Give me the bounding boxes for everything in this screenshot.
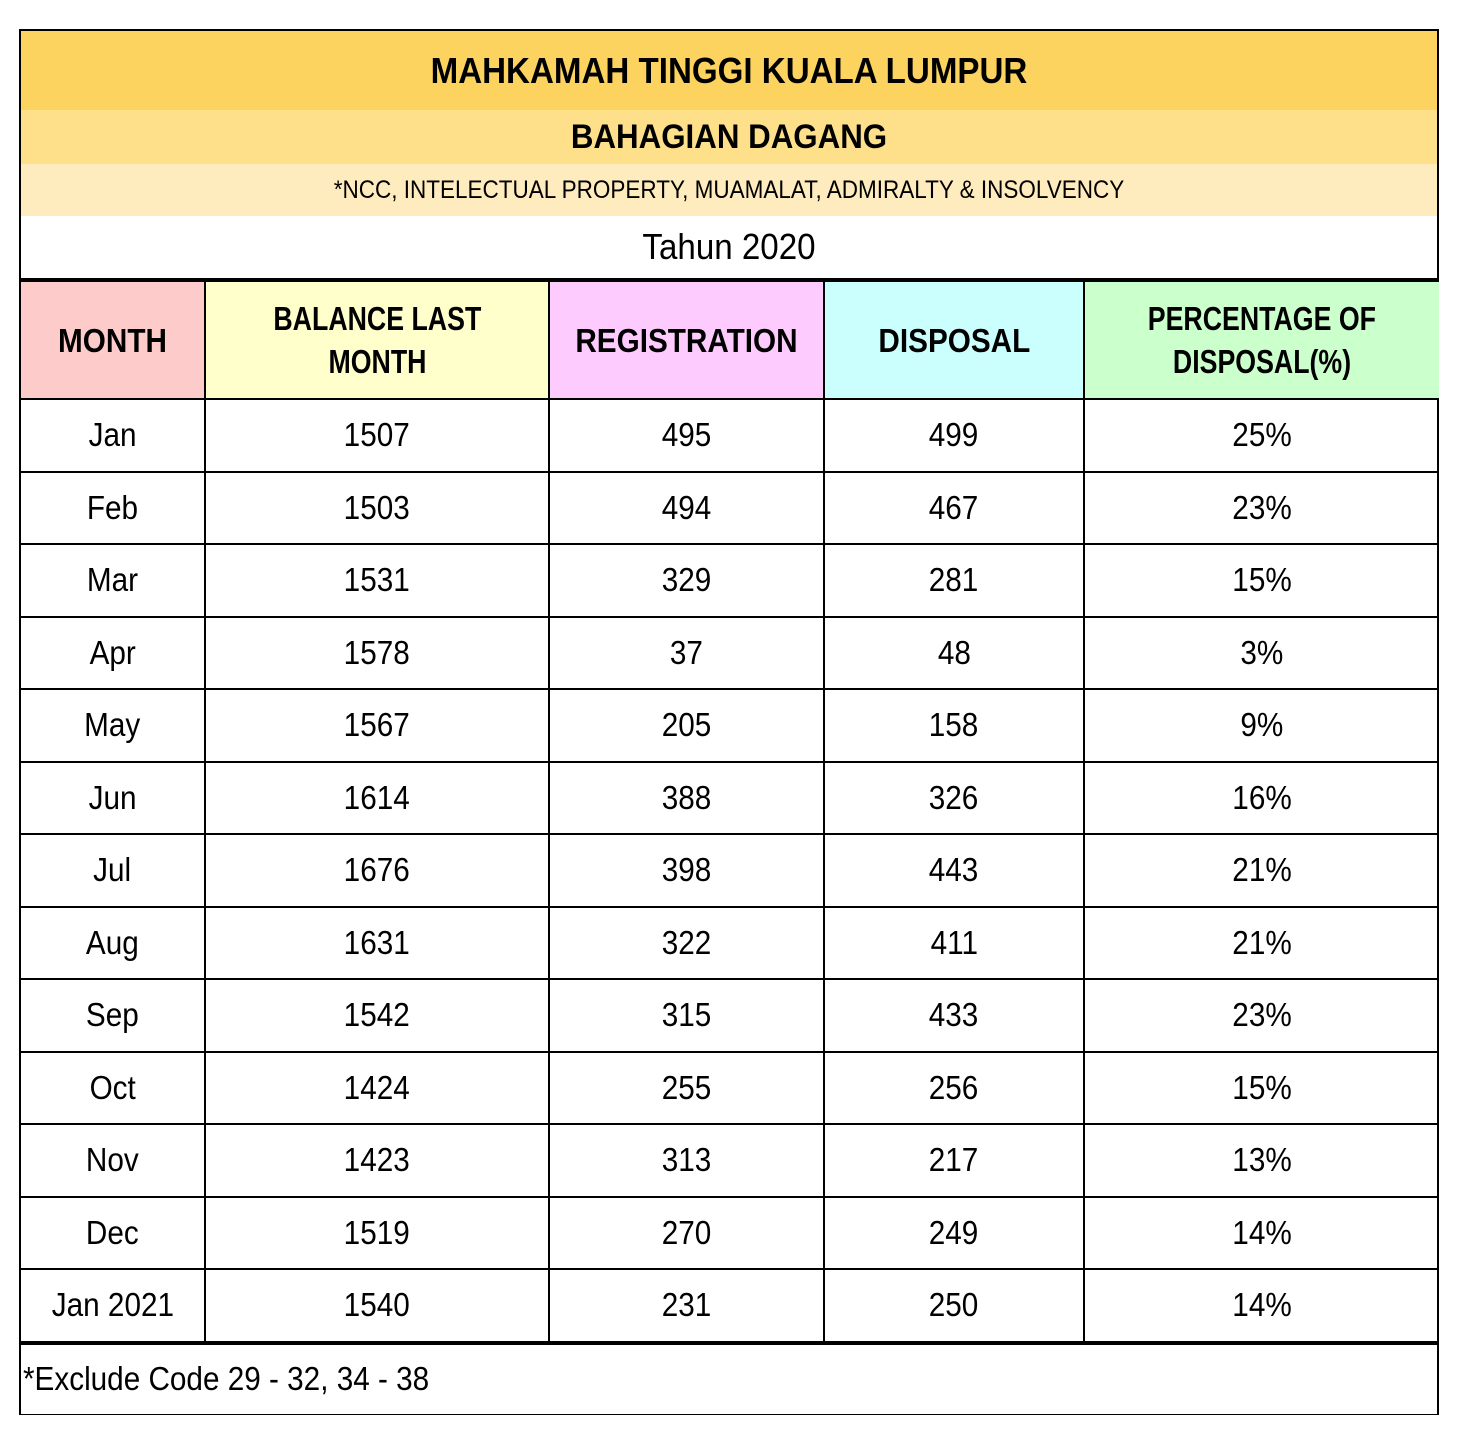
cell-percentage: 3%	[1084, 617, 1439, 690]
column-header-month: MONTH	[21, 281, 205, 399]
cell-registration: 329	[549, 544, 824, 617]
column-header-registration: REGISTRATION	[549, 281, 824, 399]
cell-registration: 494	[549, 472, 824, 545]
cell-month: Sep	[21, 979, 205, 1052]
cell-balance: 1614	[205, 762, 549, 835]
cell-month: Mar	[21, 544, 205, 617]
cell-registration: 388	[549, 762, 824, 835]
table-row	[21, 472, 1439, 545]
header-row	[21, 281, 1439, 399]
cell-balance: 1631	[205, 907, 549, 980]
statistics-table	[21, 280, 1439, 1343]
table-row	[21, 979, 1439, 1052]
cell-month: Jan	[21, 399, 205, 472]
cell-month: Dec	[21, 1197, 205, 1270]
cell-disposal: 48	[824, 617, 1084, 690]
cell-disposal: 250	[824, 1269, 1084, 1342]
cell-balance: 1676	[205, 834, 549, 907]
cell-percentage: 21%	[1084, 834, 1439, 907]
table-body	[21, 399, 1439, 1342]
cell-balance: 1507	[205, 399, 549, 472]
cell-disposal: 217	[824, 1124, 1084, 1197]
cell-registration: 398	[549, 834, 824, 907]
cell-registration: 313	[549, 1124, 824, 1197]
column-header-balance: BALANCE LAST MONTH	[205, 281, 549, 399]
cell-balance: 1542	[205, 979, 549, 1052]
table-row	[21, 907, 1439, 980]
report-year: Tahun 2020	[642, 226, 816, 267]
cell-month: Feb	[21, 472, 205, 545]
cell-month: Jul	[21, 834, 205, 907]
cell-percentage: 25%	[1084, 399, 1439, 472]
exclusion-footnote	[21, 1343, 1437, 1413]
cell-balance: 1423	[205, 1124, 549, 1197]
cell-month: Nov	[21, 1124, 205, 1197]
cell-registration: 231	[549, 1269, 824, 1342]
cell-month: Jun	[21, 762, 205, 835]
note-band	[21, 164, 1437, 216]
cell-disposal: 249	[824, 1197, 1084, 1270]
cell-month: Apr	[21, 617, 205, 690]
cell-disposal: 256	[824, 1052, 1084, 1125]
cell-month: May	[21, 689, 205, 762]
table-row	[21, 689, 1439, 762]
cell-percentage: 14%	[1084, 1269, 1439, 1342]
cell-disposal: 433	[824, 979, 1084, 1052]
table-row	[21, 834, 1439, 907]
table-row	[21, 544, 1439, 617]
year-band	[21, 216, 1437, 280]
cell-percentage: 15%	[1084, 544, 1439, 617]
column-header-disposal: DISPOSAL	[824, 281, 1084, 399]
scope-note: *NCC, INTELECTUAL PROPERTY, MUAMALAT, ADMIRALTY & INSOLVENCY	[333, 175, 1125, 204]
cell-disposal: 499	[824, 399, 1084, 472]
cell-disposal: 411	[824, 907, 1084, 980]
cell-percentage: 16%	[1084, 762, 1439, 835]
cell-month: Aug	[21, 907, 205, 980]
table-row	[21, 617, 1439, 690]
cell-registration: 495	[549, 399, 824, 472]
cell-disposal: 467	[824, 472, 1084, 545]
cell-registration: 270	[549, 1197, 824, 1270]
report-title: MAHKAMAH TINGGI KUALA LUMPUR	[78, 31, 1381, 110]
cell-percentage: 23%	[1084, 979, 1439, 1052]
cell-disposal: 443	[824, 834, 1084, 907]
table-row	[21, 399, 1439, 472]
cell-percentage: 15%	[1084, 1052, 1439, 1125]
cell-balance: 1531	[205, 544, 549, 617]
cell-balance: 1519	[205, 1197, 549, 1270]
cell-disposal: 281	[824, 544, 1084, 617]
cell-balance: 1578	[205, 617, 549, 690]
cell-percentage: 13%	[1084, 1124, 1439, 1197]
table-row	[21, 1269, 1439, 1342]
cell-percentage: 9%	[1084, 689, 1439, 762]
cell-month: Jan 2021	[21, 1269, 205, 1342]
cell-balance: 1424	[205, 1052, 549, 1125]
table-row	[21, 762, 1439, 835]
cell-registration: 205	[549, 689, 824, 762]
cell-registration: 255	[549, 1052, 824, 1125]
column-header-percentage: PERCENTAGE OF DISPOSAL(%)	[1084, 281, 1439, 399]
cell-registration: 322	[549, 907, 824, 980]
cell-percentage: 14%	[1084, 1197, 1439, 1270]
report-sheet	[19, 29, 1439, 1415]
cell-percentage: 21%	[1084, 907, 1439, 980]
report-subtitle: BAHAGIAN DAGANG	[570, 117, 888, 156]
cell-registration: 37	[549, 617, 824, 690]
cell-disposal: 158	[824, 689, 1084, 762]
title-band	[21, 31, 1437, 110]
table-row	[21, 1052, 1439, 1125]
cell-balance: 1503	[205, 472, 549, 545]
footnote-text: *Exclude Code 29 - 32, 34 - 38	[23, 1359, 430, 1397]
cell-month: Oct	[21, 1052, 205, 1125]
cell-registration: 315	[549, 979, 824, 1052]
table-row	[21, 1124, 1439, 1197]
cell-percentage: 23%	[1084, 472, 1439, 545]
table-row	[21, 1197, 1439, 1270]
cell-balance: 1567	[205, 689, 549, 762]
subtitle-band	[21, 110, 1437, 164]
cell-balance: 1540	[205, 1269, 549, 1342]
cell-disposal: 326	[824, 762, 1084, 835]
